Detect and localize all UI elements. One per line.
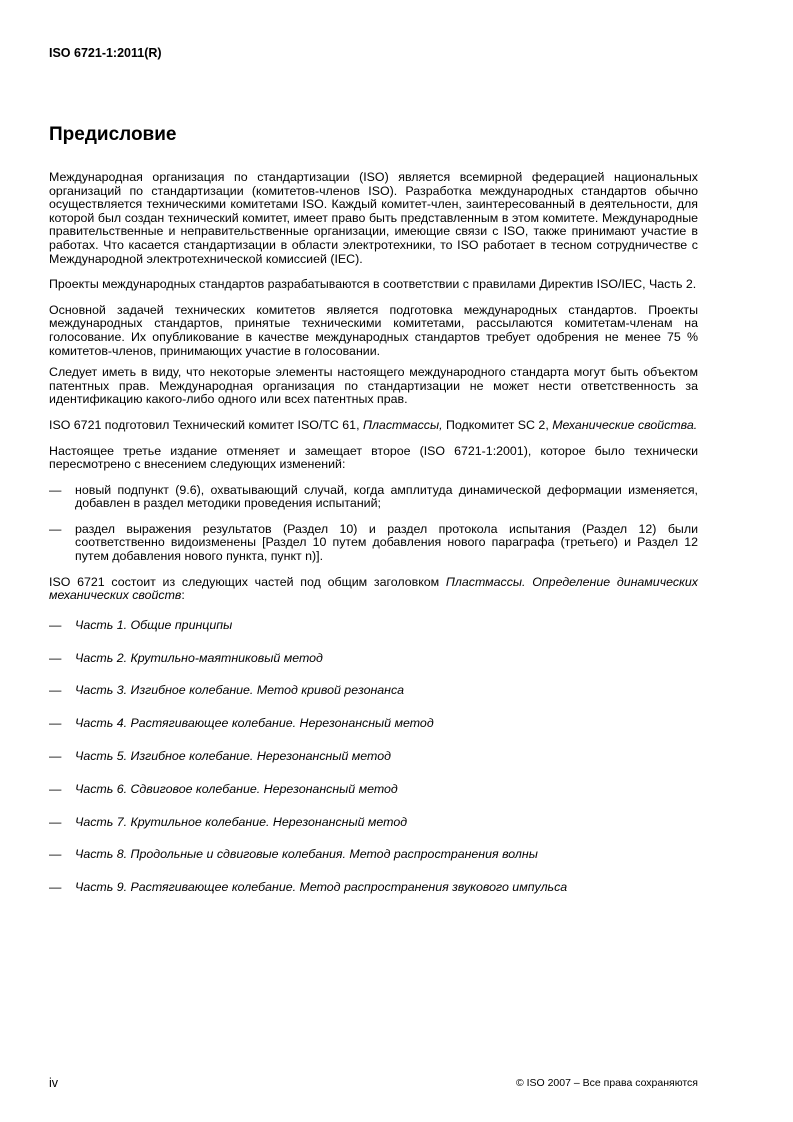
part-list-item <box>49 783 698 797</box>
document-id: ISO 6721-1:2011(R) <box>49 46 162 60</box>
dash-marker: — <box>49 880 62 895</box>
part-title: Часть 8. Продольные и сдвиговые колебания. Метод распространения волны <box>75 847 538 862</box>
change-text: раздел выражения результатов (Раздел 10) и раздел протокола испытания (Раздел 12) были соответственно видоизменены [Раздел 10 путем добавления нового параграфа (третьего) и Раздел 12 путем добавления нового пункта, пункт n)]. <box>75 521 698 564</box>
dash-marker: — <box>49 814 62 829</box>
part-title: Часть 7. Крутильное колебание. Нерезонансный метод <box>75 814 408 829</box>
page-title: Предисловие <box>49 124 177 145</box>
paragraph-edition: Настоящее третье издание отменяет и замещает второе (ISO 6721-1:2001), которое было технически пересмотрено с внесением следующих изменений: <box>49 443 698 472</box>
part-title: Часть 5. Изгибное колебание. Нерезонансный метод <box>75 748 391 763</box>
parts-intro-colon: : <box>181 588 185 603</box>
part-title: Часть 3. Изгибное колебание. Метод кривой резонанса <box>75 683 405 698</box>
page-number: iv <box>49 1076 59 1090</box>
part-list-item <box>49 848 698 862</box>
subcommittee-text: Подкомитет SC 2, <box>442 417 553 432</box>
part-list-item <box>49 652 698 666</box>
paragraph-prepared-by <box>49 419 698 433</box>
part-list-item <box>49 750 698 764</box>
dash-marker: — <box>49 847 62 862</box>
dash-marker: — <box>49 521 62 536</box>
subcommittee-name: Механические свойства. <box>552 417 698 432</box>
prepared-by-text: ISO 6721 подготовил Технический комитет ISO/TC 61, <box>49 417 363 432</box>
parts-intro-text: ISO 6721 состоит из следующих частей под общим заголовком <box>49 574 446 589</box>
dash-marker: — <box>49 716 62 731</box>
committee-name: Пластмассы, <box>362 417 443 432</box>
dash-marker: — <box>49 617 62 632</box>
part-title: Часть 2. Крутильно-маятниковый метод <box>75 650 323 665</box>
part-list-item <box>49 816 698 830</box>
parts-list <box>49 619 698 895</box>
part-list-item <box>49 619 698 633</box>
paragraph-patents: Следует иметь в виду, что некоторые элементы настоящего международного стандарта могут быть объектом патентных прав. Международная организация по стандартизации не может нести ответственность за идентификацию какого-либо одного или всех патентных прав. <box>49 365 698 407</box>
paragraph-committees: Основной задачей технических комитетов является подготовка международных стандартов. Проекты международных стандартов, принятые техническими комитетами, рассылаются комитетам-членам на голосование. Их опубликование в качестве международных стандартов требует одобрения не менее 75 % комитетов-членов, принимающих участие в голосовании. <box>49 302 698 358</box>
copyright-notice: © ISO 2007 – Все права сохраняются <box>515 1077 698 1089</box>
dash-marker: — <box>49 683 62 698</box>
change-list-item <box>49 523 698 564</box>
change-list-item <box>49 484 698 511</box>
part-list-item <box>49 881 698 895</box>
dash-marker: — <box>49 748 62 763</box>
part-title: Часть 1. Общие принципы <box>75 617 233 632</box>
part-title: Часть 4. Растягивающее колебание. Нерезонансный метод <box>75 716 434 731</box>
dash-marker: — <box>49 650 62 665</box>
part-list-item <box>49 684 698 698</box>
dash-marker: — <box>49 781 62 796</box>
part-title: Часть 9. Растягивающее колебание. Метод распространения звукового импульса <box>75 880 568 895</box>
paragraph-parts-intro <box>49 576 698 603</box>
general-title: Пластмассы. Определение динамических механических свойств <box>49 574 698 603</box>
change-text: новый подпункт (9.6), охватывающий случай, когда амплитуда динамической деформации изменяется, добавлен в раздел методики проведения испытаний; <box>75 482 698 511</box>
part-list-item <box>49 717 698 731</box>
part-title: Часть 6. Сдвиговое колебание. Нерезонансный метод <box>75 781 398 796</box>
dash-marker: — <box>49 482 62 497</box>
paragraph-iso-organization: Международная организация по стандартизации (ISO) является всемирной федерацией национальных организаций по стандартизации (комитетов-членов ISO). Разработка международных стандартов обычно осуществляется техническими комитетами ISO. Каждый комитет-член, заинтересованный в деятельности, для которой был создан технический комитет, имеет право быть представленным в этом комитете. Международные правительственные и неправительственные организации, имеющие связи с ISO, также принимают участие в работах. Что касается стандартизации в области электротехники, то ISO работает в тесном сотрудничестве с Международной электротехнической комиссией (IEC). <box>49 170 698 266</box>
paragraph-directives: Проекты международных стандартов разрабатываются в соответствии с правилами Директив ISO/IEC, Часть 2. <box>49 277 697 292</box>
foreword-body <box>49 171 698 914</box>
